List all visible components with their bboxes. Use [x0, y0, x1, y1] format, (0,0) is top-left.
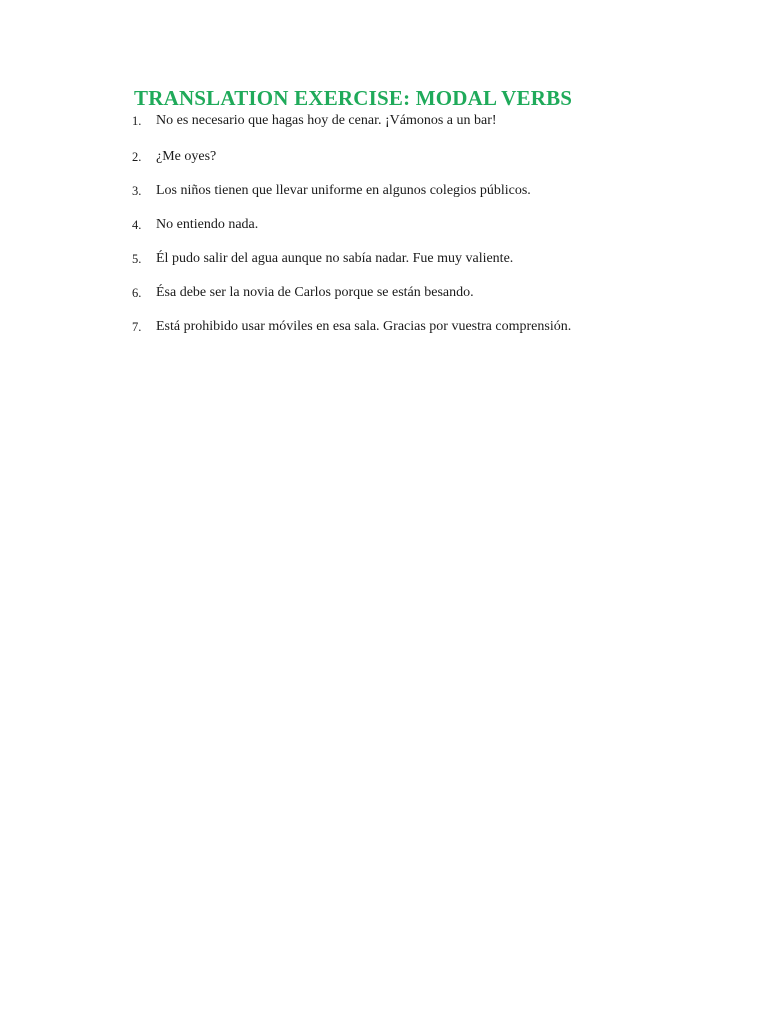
- item-text: No entiendo nada.: [156, 217, 259, 232]
- item-text: Ésa debe ser la novia de Carlos porque se están besando.: [156, 285, 474, 300]
- list-item: [132, 181, 732, 215]
- item-text: No es necesario que hagas hoy de cenar. ¡Vámonos a un bar!: [156, 113, 497, 128]
- list-item: [132, 283, 732, 317]
- item-text: Él pudo salir del agua aunque no sabía nadar. Fue muy valiente.: [156, 251, 514, 266]
- list-item: [132, 249, 732, 283]
- item-number: 7.: [132, 320, 142, 334]
- exercise-list: [132, 111, 732, 351]
- page-title: TRANSLATION EXERCISE: MODAL VERBS: [134, 86, 573, 110]
- list-item: [132, 317, 732, 351]
- item-number: 2.: [132, 150, 142, 164]
- list-item: [132, 111, 732, 147]
- item-text: Está prohibido usar móviles en esa sala. Gracias por vuestra comprensión.: [156, 319, 572, 334]
- item-text: ¿Me oyes?: [156, 149, 217, 164]
- item-number: 1.: [132, 114, 142, 128]
- list-item: [132, 147, 732, 181]
- item-number: 4.: [132, 218, 142, 232]
- item-number: 6.: [132, 286, 142, 300]
- list-item: [132, 215, 732, 249]
- item-text: Los niños tienen que llevar uniforme en algunos colegios públicos.: [156, 183, 531, 198]
- item-number: 3.: [132, 184, 142, 198]
- item-number: 5.: [132, 252, 142, 266]
